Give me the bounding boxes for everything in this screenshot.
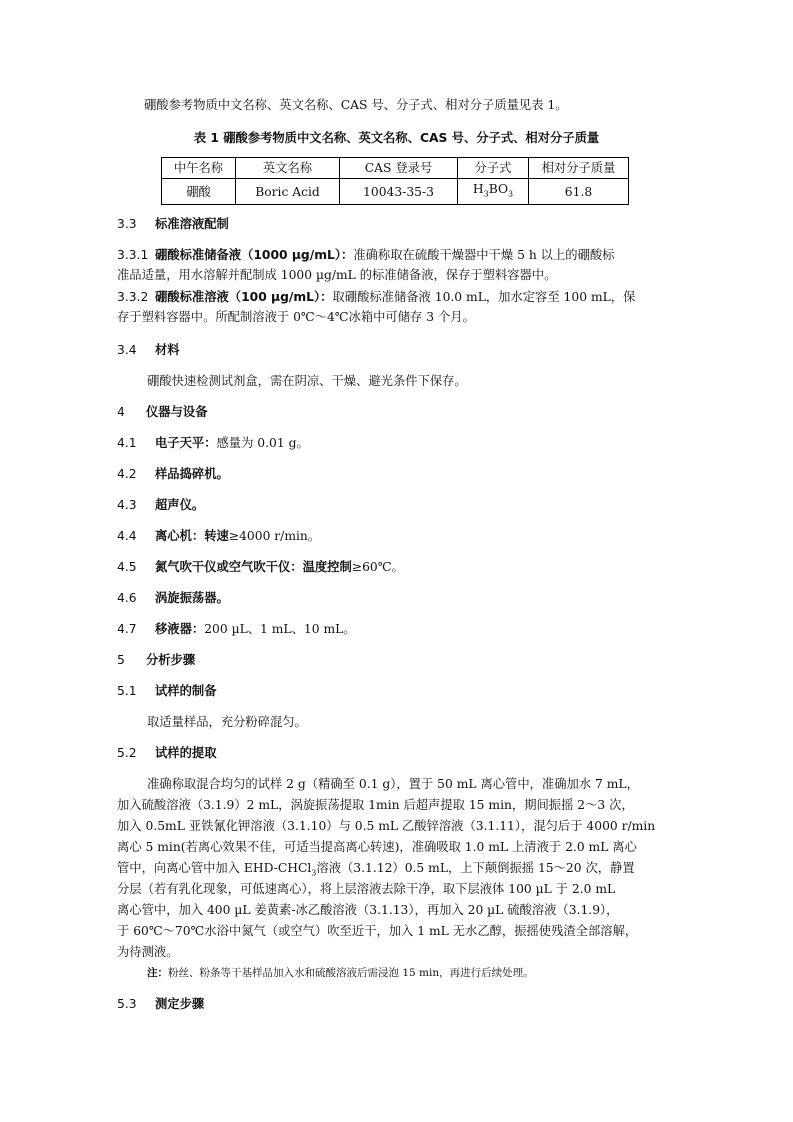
table-row <box>162 179 629 205</box>
section-5-3-heading: 5.3 测定步骤 <box>117 997 205 1011</box>
section-3-3-1: 3.3.1 硼酸标准储备液（1000 µg/mL）：准确称取在硫酸干燥器中干燥 5 h 以上的硼酸标 <box>117 248 615 262</box>
section-3-3-heading: 3.3 标准溶液配制 <box>117 217 229 231</box>
boric-acid-table <box>161 157 629 205</box>
extraction-line-5: 管中，向离心管中加入 EHD-CHCl$_3$溶液（3.1.12）0.5 mL，上下颠倒振摇 15～20 次，静置 <box>117 861 635 878</box>
cell-formula: $H_3BO_3$ <box>458 179 529 205</box>
section-3-3-2: 3.3.2 硼酸标准溶液（100 µg/mL）：取硼酸标准储备液 10.0 mL，加水定容至 100 mL，保 <box>117 290 636 304</box>
cell-en-name: Boric Acid <box>236 179 340 205</box>
extraction-line-9: 为待测液。 <box>117 945 179 959</box>
header-cn-name: 中午名称 <box>162 158 236 179</box>
extraction-line-4: 离心 5 min(若离心效果不佳，可适当提高离心转速)，准确吸取 1.0 mL 上清液于 2.0 mL 离心 <box>117 840 637 854</box>
header-en-name: 英文名称 <box>236 158 340 179</box>
extraction-note: 注：粉丝、粉条等干基样品加入水和硫酸溶液后需浸泡 15 min，再进行后续处理。 <box>147 967 534 979</box>
section-5-heading: 5 分析步骤 <box>117 653 196 667</box>
table-caption: 表 1 硼酸参考物质中文名称、英文名称、CAS 号、分子式、相对分子质量 <box>193 131 600 145</box>
section-3-3-2-cont: 存于塑料容器中。所配制溶液于 0℃～4℃冰箱中可储存 3 个月。 <box>117 310 475 324</box>
cell-cn-name: 硼酸 <box>162 179 236 205</box>
section-3-4-text: 硼酸快速检测试剂盒，需在阴凉、干燥、避光条件下保存。 <box>147 374 467 388</box>
table-header-row <box>162 158 629 179</box>
section-4-7: 4.7 移液器：200 µL、1 mL、10 mL。 <box>117 622 356 636</box>
extraction-line-3: 加入 0.5mL 亚铁氰化钾溶液（3.1.10）与 0.5 mL 乙酸锌溶液（3.1.11），混匀后于 4000 r/min <box>117 819 656 833</box>
header-mw: 相对分子质量 <box>529 158 629 179</box>
section-4-5: 4.5 氮气吹干仪或空气吹干仪：温度控制≥60℃。 <box>117 560 404 574</box>
header-cas: CAS 登录号 <box>340 158 458 179</box>
extraction-line-2: 加入硫酸溶液（3.1.9）2 mL，涡旋振荡提取 1min 后超声提取 15 min，期间振摇 2～3 次， <box>117 798 634 812</box>
section-4-4: 4.4 离心机：转速≥4000 r/min。 <box>117 529 321 543</box>
section-5-2-heading: 5.2 试样的提取 <box>117 746 217 760</box>
section-4-2: 4.2 样品捣碎机。 <box>117 467 229 481</box>
extraction-line-6: 分层（若有乳化现象，可低速离心），将上层溶液去除干净，取下层液体 100 µL 于 2.0 mL <box>117 882 616 896</box>
intro-paragraph: 硼酸参考物质中文名称、英文名称、CAS 号、分子式、相对分子质量见表 1。 <box>144 98 568 112</box>
section-5-1-text: 取适量样品，充分粉碎混匀。 <box>147 715 307 729</box>
cell-mw: 61.8 <box>529 179 629 205</box>
section-4-1: 4.1 电子天平：感量为 0.01 g。 <box>117 436 309 450</box>
section-3-3-1-cont: 准品适量，用水溶解并配制成 1000 µg/mL 的标准储备液，保存于塑料容器中。 <box>117 268 557 282</box>
section-4-3: 4.3 超声仪。 <box>117 498 205 512</box>
section-4-6: 4.6 涡旋振荡器。 <box>117 591 229 605</box>
section-4-heading: 4 仪器与设备 <box>117 405 208 419</box>
cell-cas: 10043-35-3 <box>340 179 458 205</box>
header-formula: 分子式 <box>458 158 529 179</box>
section-5-1-heading: 5.1 试样的制备 <box>117 684 217 698</box>
extraction-line-1: 准确称取混合均匀的试样 2 g（精确至 0.1 g），置于 50 mL 离心管中，准确加水 7 mL， <box>147 777 639 791</box>
section-3-4-heading: 3.4 材料 <box>117 343 180 357</box>
extraction-line-7: 离心管中，加入 400 µL 姜黄素-冰乙酸溶液（3.1.13），再加入 20 µL 硫酸溶液（3.1.9）， <box>117 903 619 917</box>
extraction-line-8: 于 60℃～70℃水浴中氮气（或空气）吹至近干，加入 1 mL 无水乙醇，振摇使残渣全部溶解， <box>117 924 638 938</box>
